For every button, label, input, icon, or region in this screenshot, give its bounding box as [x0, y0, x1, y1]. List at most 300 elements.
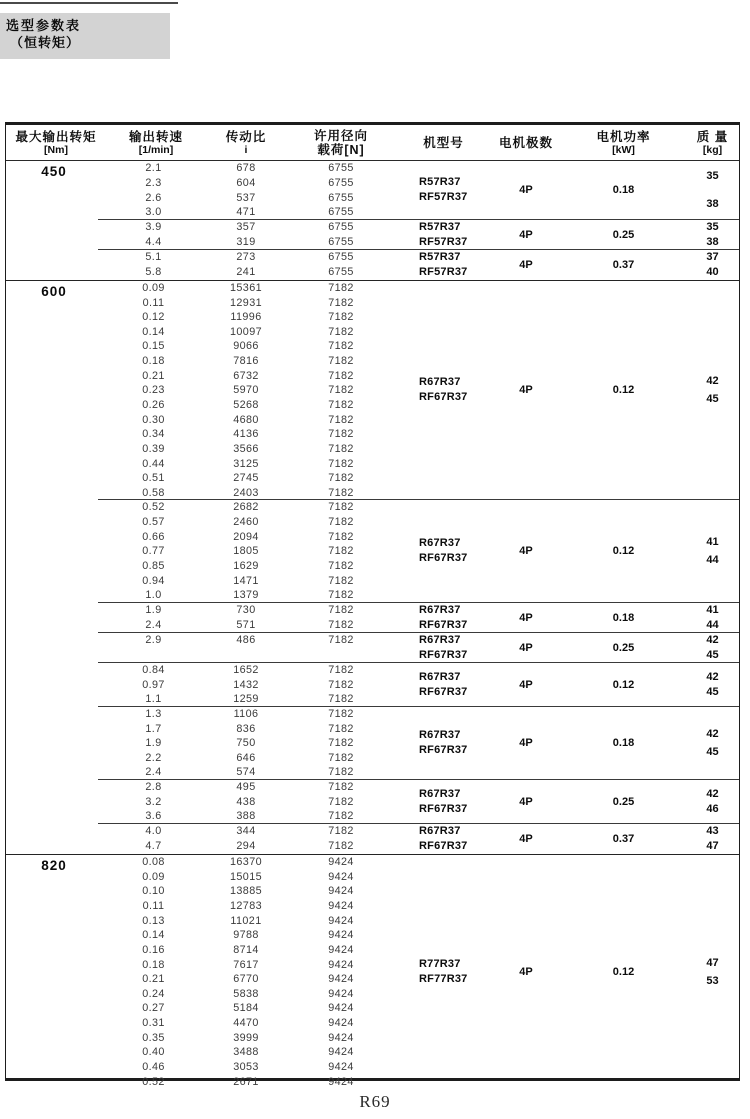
output-speed-cell: 0.11 — [142, 296, 165, 309]
radial-load-cell: 7182 — [328, 545, 354, 558]
radial-load-cell: 7182 — [328, 413, 354, 426]
ratio-cell: 7617 — [233, 958, 259, 971]
radial-load-cell: 7182 — [328, 442, 354, 455]
model-cell — [396, 250, 491, 280]
output-speed-cell: 5.8 — [145, 265, 162, 278]
output-speed-cell: 0.24 — [142, 987, 165, 1000]
output-speed-cell: 3.6 — [145, 810, 162, 823]
row-group — [6, 220, 739, 250]
mass-line: 35 — [706, 170, 719, 183]
table-row — [6, 471, 396, 486]
ratio-cell: 3999 — [233, 1031, 259, 1044]
ratio-cell: 10097 — [229, 325, 263, 338]
radial-load-cell: 6755 — [328, 220, 354, 233]
mass-line: 46 — [706, 802, 719, 815]
ratio-cell: 571 — [236, 618, 256, 631]
table-row — [6, 972, 396, 987]
ratio-cell: 344 — [236, 825, 256, 838]
ratio-cell: 2094 — [233, 530, 259, 543]
output-speed-cell: 0.09 — [142, 281, 165, 294]
output-speed-cell: 0.11 — [142, 899, 165, 912]
mass-line: 44 — [706, 618, 719, 631]
power-cell: 0.12 — [612, 965, 635, 978]
output-speed-cell: 0.35 — [142, 1031, 165, 1044]
table-row — [6, 765, 396, 780]
output-speed-cell: 3.2 — [145, 795, 162, 808]
group-rows — [6, 780, 396, 824]
group-specs — [396, 707, 739, 780]
ratio-cell: 11021 — [230, 914, 262, 927]
mass-line: 41 — [706, 536, 719, 549]
model-cell — [396, 824, 491, 854]
output-speed-cell: 4.0 — [145, 825, 162, 838]
ratio-cell: 1629 — [233, 560, 259, 573]
radial-load-cell: 9424 — [328, 914, 354, 927]
model-cell — [396, 536, 491, 566]
table-row — [6, 855, 396, 870]
radial-load-cell: 9424 — [328, 870, 354, 883]
model-line: R67R37 — [419, 824, 461, 837]
output-speed-cell: 0.26 — [142, 399, 165, 411]
table-row — [6, 486, 396, 501]
poles-cell: 4P — [519, 641, 533, 654]
poles-cell: 4P — [519, 832, 533, 845]
output-speed-cell: 2.8 — [145, 781, 162, 794]
output-speed-cell: 0.39 — [142, 442, 165, 455]
table-row — [6, 617, 396, 632]
radial-load-cell: 7182 — [328, 530, 354, 543]
table-row — [6, 1060, 396, 1075]
radial-load-cell: 7182 — [328, 281, 354, 294]
radial-load-cell: 7182 — [328, 751, 354, 764]
header-max-output-torque: 最大输出转矩 [Nm] — [15, 129, 97, 156]
radial-load-cell: 7182 — [328, 486, 354, 499]
table-row — [6, 456, 396, 471]
table-row — [6, 780, 396, 795]
table-header-row — [6, 125, 739, 161]
table-row — [6, 176, 396, 191]
ratio-cell: 4136 — [233, 428, 259, 441]
ratio-cell: 5184 — [233, 1002, 259, 1015]
table-row — [6, 281, 396, 296]
group-rows — [6, 663, 396, 707]
model-line: R57R37 — [419, 176, 461, 189]
ratio-cell: 438 — [236, 795, 256, 808]
table-row — [6, 339, 396, 354]
ratio-cell: 3566 — [233, 442, 259, 455]
mass-cell — [686, 670, 739, 700]
radial-load-cell: 9424 — [328, 885, 354, 898]
group-specs — [396, 780, 739, 824]
radial-load-cell: 7182 — [328, 737, 354, 750]
table-row — [6, 264, 396, 279]
output-speed-cell: 0.18 — [142, 958, 165, 971]
table-row — [6, 190, 396, 205]
radial-load-cell: 7182 — [328, 428, 354, 441]
radial-load-cell: 7182 — [328, 355, 354, 368]
poles-cell: 4P — [519, 965, 533, 978]
poles-cell: 4P — [519, 258, 533, 271]
model-line: R67R37 — [419, 633, 461, 646]
ratio-cell: 1259 — [233, 693, 259, 706]
output-speed-cell: 0.23 — [142, 384, 165, 397]
ratio-cell: 4680 — [233, 413, 259, 426]
output-speed-cell: 0.85 — [142, 560, 165, 573]
selection-parameter-table — [5, 122, 740, 1088]
row-group — [6, 603, 739, 633]
model-line: RF67R37 — [419, 685, 468, 698]
ratio-cell: 6732 — [233, 369, 259, 382]
output-speed-cell: 0.34 — [142, 428, 165, 441]
ratio-cell: 486 — [236, 633, 256, 646]
table-row — [6, 824, 396, 839]
torque-section — [6, 280, 739, 854]
output-speed-cell: 0.51 — [142, 472, 165, 485]
poles-cell: 4P — [519, 678, 533, 691]
row-group — [6, 250, 739, 280]
radial-load-cell: 9424 — [328, 1031, 354, 1044]
poles-cell: 4P — [519, 184, 533, 197]
ratio-cell: 2682 — [233, 501, 259, 514]
group-rows — [6, 161, 396, 220]
ratio-cell: 388 — [236, 810, 256, 823]
table-row — [6, 220, 396, 235]
output-speed-cell: 0.40 — [142, 1046, 165, 1059]
output-speed-cell: 0.12 — [142, 311, 165, 324]
table-row — [6, 573, 396, 588]
output-speed-cell: 0.30 — [142, 413, 165, 426]
ratio-cell: 2460 — [233, 516, 259, 529]
model-line: R67R37 — [419, 787, 461, 800]
radial-load-cell: 7182 — [328, 825, 354, 838]
mass-line: 37 — [706, 250, 719, 263]
radial-load-cell: 7182 — [328, 457, 354, 470]
group-specs — [396, 250, 739, 280]
mass-line: 47 — [706, 839, 719, 852]
table-row — [6, 869, 396, 884]
radial-load-cell: 7182 — [328, 296, 354, 309]
ratio-cell: 574 — [236, 766, 256, 779]
output-speed-cell: 0.10 — [142, 885, 165, 898]
mass-cell — [686, 372, 739, 408]
model-cell — [396, 633, 491, 663]
radial-load-cell: 6755 — [328, 191, 354, 204]
ratio-cell: 5838 — [233, 987, 259, 1000]
table-row — [6, 928, 396, 943]
ratio-cell: 3125 — [233, 457, 259, 470]
power-cell: 0.18 — [612, 184, 635, 197]
radial-load-cell: 7182 — [328, 501, 354, 514]
table-row — [6, 368, 396, 383]
radial-load-cell: 9424 — [328, 958, 354, 971]
radial-load-cell: 7182 — [328, 633, 354, 646]
ratio-cell: 750 — [236, 737, 256, 750]
output-speed-cell: 0.52 — [142, 1075, 165, 1088]
model-line: R67R37 — [419, 603, 461, 616]
row-group — [6, 855, 739, 1089]
output-speed-cell: 1.9 — [145, 603, 162, 616]
table-row — [6, 692, 396, 707]
radial-load-cell: 9424 — [328, 1017, 354, 1030]
radial-load-cell: 7182 — [328, 560, 354, 573]
row-group — [6, 663, 739, 707]
mass-line: 45 — [706, 746, 719, 759]
ratio-cell: 1805 — [233, 545, 259, 558]
output-speed-cell: 1.9 — [145, 737, 162, 750]
table-row — [6, 957, 396, 972]
ratio-cell: 9788 — [233, 929, 259, 942]
mass-cell — [686, 725, 739, 761]
radial-load-cell: 6755 — [328, 235, 354, 248]
table-row — [6, 250, 396, 265]
group-specs — [396, 281, 739, 501]
output-speed-cell: 0.44 — [142, 457, 165, 470]
model-line: RF57R37 — [419, 191, 468, 204]
model-line: RF77R37 — [419, 972, 468, 985]
output-speed-cell: 0.52 — [142, 501, 165, 514]
power-cell: 0.25 — [612, 641, 635, 654]
power-cell: 0.25 — [612, 795, 635, 808]
ratio-cell: 730 — [236, 603, 256, 616]
table-row — [6, 884, 396, 899]
group-specs — [396, 220, 739, 250]
mass-line: 38 — [706, 235, 719, 248]
table-row — [6, 295, 396, 310]
ratio-cell: 11996 — [230, 311, 262, 324]
model-cell — [396, 375, 491, 405]
model-line: RF67R37 — [419, 552, 468, 565]
output-speed-cell: 0.58 — [142, 486, 165, 499]
page-title — [0, 13, 170, 59]
table-row — [6, 899, 396, 914]
output-speed-cell: 0.14 — [142, 325, 165, 338]
page-number: R69 — [359, 1092, 391, 1111]
output-speed-cell: 0.97 — [142, 678, 165, 691]
poles-cell: 4P — [519, 384, 533, 397]
radial-load-cell: 7182 — [328, 574, 354, 587]
mass-cell — [686, 162, 739, 218]
radial-load-cell: 7182 — [328, 795, 354, 808]
output-speed-cell: 0.66 — [142, 530, 165, 543]
ratio-cell: 6770 — [233, 973, 259, 986]
table-row — [6, 500, 396, 515]
table-row — [6, 383, 396, 398]
ratio-cell: 3488 — [233, 1046, 259, 1059]
row-group — [6, 824, 739, 854]
header-output-speed: 输出转速 [1/min] — [128, 129, 183, 156]
radial-load-cell: 7182 — [328, 384, 354, 397]
ratio-cell: 7816 — [233, 355, 259, 368]
output-speed-cell: 0.09 — [142, 870, 165, 883]
table-row — [6, 398, 396, 413]
table-row — [6, 838, 396, 853]
radial-load-cell: 7182 — [328, 325, 354, 338]
mass-cell — [686, 250, 739, 280]
mass-cell — [686, 954, 739, 990]
ratio-cell: 4470 — [233, 1017, 259, 1030]
model-cell — [396, 175, 491, 205]
table-row — [6, 603, 396, 618]
model-line: RF67R37 — [419, 802, 468, 815]
ratio-cell: 2671 — [233, 1075, 259, 1088]
output-speed-cell: 2.6 — [145, 191, 162, 204]
mass-line: 44 — [706, 554, 719, 567]
table-row — [6, 234, 396, 249]
ratio-cell: 495 — [236, 781, 256, 794]
mass-cell — [686, 787, 739, 817]
header-mass: 质 量 [kg] — [696, 129, 729, 156]
poles-cell: 4P — [519, 737, 533, 750]
table-row — [6, 633, 396, 648]
ratio-cell: 3053 — [233, 1060, 259, 1073]
radial-load-cell: 6755 — [328, 176, 354, 189]
row-group — [6, 161, 739, 220]
ratio-cell: 16370 — [229, 856, 263, 869]
output-speed-cell: 2.4 — [145, 766, 162, 779]
output-speed-cell: 0.46 — [142, 1060, 165, 1073]
output-speed-cell: 0.18 — [142, 355, 165, 368]
radial-load-cell: 6755 — [328, 162, 354, 175]
radial-load-cell: 9424 — [328, 856, 354, 869]
power-cell: 0.12 — [612, 678, 635, 691]
ratio-cell: 319 — [236, 235, 256, 248]
row-group — [6, 633, 739, 663]
model-line: R57R37 — [419, 220, 461, 233]
ratio-cell: 646 — [236, 751, 256, 764]
mass-cell — [686, 633, 739, 663]
mass-line: 38 — [706, 198, 719, 211]
torque-value: 600 — [41, 283, 67, 299]
output-speed-cell: 0.27 — [142, 1002, 165, 1015]
output-speed-cell: 5.1 — [145, 250, 162, 263]
table-row — [6, 663, 396, 678]
power-cell: 0.12 — [612, 545, 635, 558]
model-cell — [396, 787, 491, 817]
radial-load-cell: 9424 — [328, 1046, 354, 1059]
radial-load-cell: 7182 — [328, 399, 354, 411]
model-line: RF67R37 — [419, 839, 468, 852]
table-row — [6, 943, 396, 958]
radial-load-cell: 7182 — [328, 810, 354, 823]
radial-load-cell: 7182 — [328, 678, 354, 691]
radial-load-cell: 6755 — [328, 250, 354, 263]
poles-cell: 4P — [519, 545, 533, 558]
mass-line: 45 — [706, 685, 719, 698]
model-cell — [396, 220, 491, 250]
output-speed-cell: 2.2 — [145, 751, 162, 764]
power-cell: 0.37 — [612, 258, 635, 271]
power-cell: 0.18 — [612, 737, 635, 750]
ratio-cell: 15361 — [229, 281, 263, 294]
radial-load-cell: 9424 — [328, 973, 354, 986]
radial-load-cell: 7182 — [328, 340, 354, 353]
power-cell: 0.25 — [612, 228, 635, 241]
table-row — [6, 529, 396, 544]
radial-load-cell: 6755 — [328, 206, 354, 219]
radial-load-cell: 7182 — [328, 516, 354, 529]
ratio-cell: 5268 — [233, 399, 259, 411]
model-line: RF67R37 — [419, 744, 468, 757]
group-specs — [396, 603, 739, 633]
ratio-cell: 273 — [236, 250, 256, 263]
radial-load-cell: 7182 — [328, 311, 354, 324]
row-group — [6, 500, 739, 602]
table-row — [6, 354, 396, 369]
ratio-cell: 12931 — [229, 296, 263, 309]
radial-load-cell: 7182 — [328, 839, 354, 852]
table-row — [6, 986, 396, 1001]
group-rows — [6, 250, 396, 280]
table-row — [6, 161, 396, 176]
model-line: R57R37 — [419, 250, 461, 263]
ratio-cell: 1652 — [233, 663, 259, 676]
output-speed-cell: 1.3 — [145, 707, 162, 720]
model-line: RF67R37 — [419, 391, 468, 404]
group-specs — [396, 855, 739, 1089]
group-rows — [6, 281, 396, 501]
radial-load-cell: 7182 — [328, 781, 354, 794]
table-row — [6, 809, 396, 824]
model-line: R67R37 — [419, 376, 461, 389]
mass-line: 42 — [706, 787, 719, 800]
ratio-cell: 1379 — [233, 589, 259, 602]
mass-line: 43 — [706, 824, 719, 837]
radial-load-cell: 7182 — [328, 589, 354, 602]
power-cell: 0.12 — [612, 384, 635, 397]
group-rows — [6, 855, 396, 1089]
radial-load-cell: 7182 — [328, 603, 354, 616]
group-specs — [396, 824, 739, 854]
ratio-cell: 471 — [236, 206, 256, 219]
ratio-cell: 8714 — [233, 943, 259, 956]
table-row — [6, 324, 396, 339]
output-speed-cell: 0.84 — [142, 663, 165, 676]
top-rule — [0, 2, 178, 4]
table-row — [6, 559, 396, 574]
power-cell: 0.37 — [612, 832, 635, 845]
output-speed-cell: 1.1 — [145, 693, 162, 706]
torque-value: 450 — [41, 164, 67, 179]
table-row — [6, 412, 396, 427]
output-speed-cell: 0.14 — [142, 929, 165, 942]
output-speed-cell: 0.21 — [142, 973, 165, 986]
model-line: RF67R37 — [419, 648, 468, 661]
table-row — [6, 1030, 396, 1045]
mass-cell — [686, 220, 739, 250]
radial-load-cell: 9424 — [328, 1075, 354, 1088]
model-line: R67R37 — [419, 670, 461, 683]
output-speed-cell: 0.21 — [142, 369, 165, 382]
output-speed-cell: 2.4 — [145, 618, 162, 631]
table-row — [6, 544, 396, 559]
ratio-cell: 357 — [236, 220, 256, 233]
radial-load-cell: 9424 — [328, 899, 354, 912]
output-speed-cell: 0.31 — [142, 1017, 165, 1030]
ratio-cell: 678 — [236, 162, 256, 175]
ratio-cell: 836 — [236, 722, 256, 735]
torque-section — [6, 161, 739, 280]
row-group — [6, 281, 739, 501]
table-row — [6, 913, 396, 928]
radial-load-cell: 7182 — [328, 766, 354, 779]
model-line: RF57R37 — [419, 235, 468, 248]
table-row — [6, 794, 396, 809]
ratio-cell: 15015 — [229, 870, 263, 883]
header-model: 机型号 — [423, 135, 464, 150]
model-cell — [396, 957, 491, 987]
torque-value: 820 — [41, 857, 67, 873]
table-row — [6, 427, 396, 442]
